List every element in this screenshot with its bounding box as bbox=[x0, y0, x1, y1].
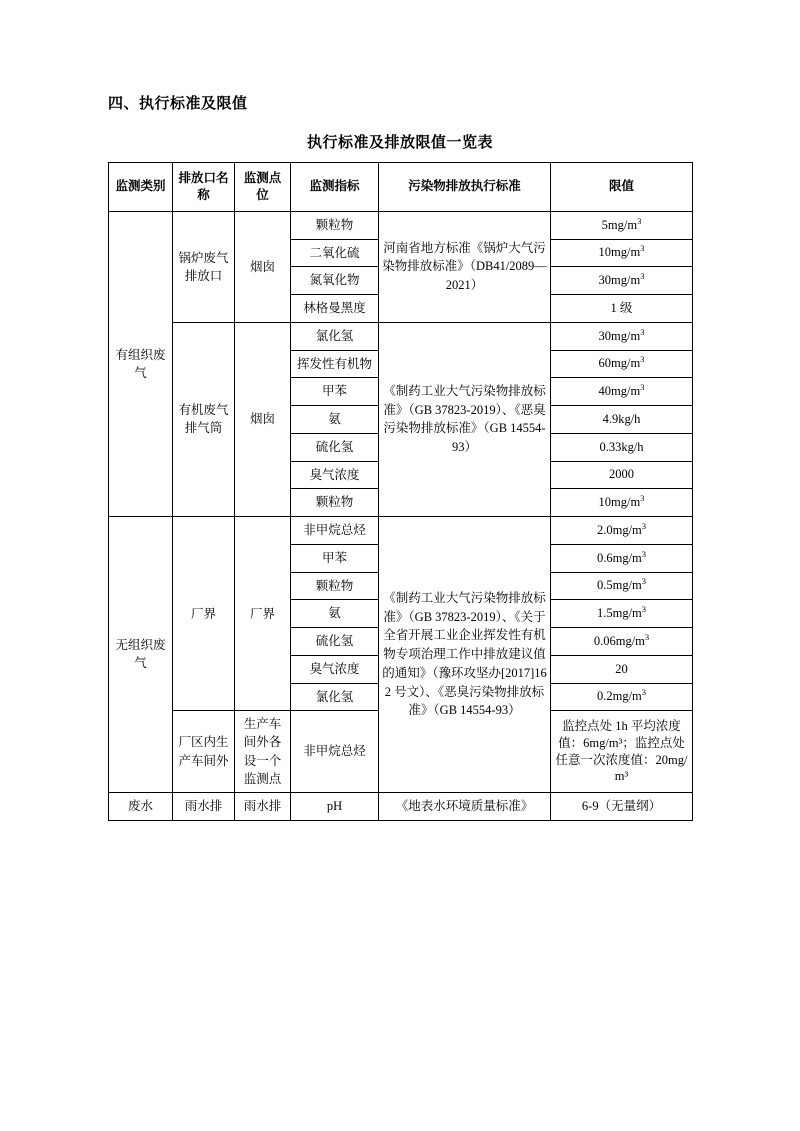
cell-limit: 4.9kg/h bbox=[551, 406, 693, 434]
cell-monitor-category: 废水 bbox=[109, 792, 173, 820]
cell-monitor-index: 甲苯 bbox=[291, 544, 379, 572]
header-monitor-index: 监测指标 bbox=[291, 163, 379, 212]
cell-pollutant-standard: 《制药工业大气污染物排放标准》（GB 37823-2019）、《关于全省开展工业企业挥发性有机物专项治理工作中排放建议值的通知》（豫环攻坚办[2017]162 号文）、《恶臭污染物排放标准》（GB 14554-93） bbox=[379, 517, 551, 793]
cell-outlet-name: 有机废气排气筒 bbox=[173, 322, 235, 516]
cell-pollutant-standard: 《制药工业大气污染物排放标准》（GB 37823-2019）、《恶臭污染物排放标准》（GB 14554-93） bbox=[379, 322, 551, 516]
table-header-row bbox=[109, 163, 693, 212]
cell-limit: $10mg/m^3$ bbox=[551, 239, 693, 267]
cell-limit: $0.6mg/m^3$ bbox=[551, 544, 693, 572]
cell-monitor-index: 非甲烷总烃 bbox=[291, 711, 379, 793]
cell-outlet-name: 雨水排 bbox=[173, 792, 235, 820]
cell-monitor-point: 烟囱 bbox=[235, 211, 291, 322]
cell-monitor-point: 生产车间外各设一个监测点 bbox=[235, 711, 291, 793]
cell-monitor-index: 颗粒物 bbox=[291, 572, 379, 600]
cell-limit: $60mg/m^3$ bbox=[551, 350, 693, 378]
header-monitor-category: 监测类别 bbox=[109, 163, 173, 212]
cell-pollutant-standard: 河南省地方标准《锅炉大气污染物排放标准》（DB41/2089—2021） bbox=[379, 211, 551, 322]
cell-limit: 监控点处 1h 平均浓度值：6mg/m³；监控点处任意一次浓度值：20mg/m³ bbox=[551, 711, 693, 793]
header-outlet-name: 排放口名称 bbox=[173, 163, 235, 212]
cell-monitor-point: 烟囱 bbox=[235, 322, 291, 516]
cell-monitor-index: 氯化氢 bbox=[291, 322, 379, 350]
table-row bbox=[109, 517, 693, 545]
cell-monitor-index: pH bbox=[291, 792, 379, 820]
cell-monitor-index: 甲苯 bbox=[291, 378, 379, 406]
cell-limit: $30mg/m^3$ bbox=[551, 267, 693, 295]
cell-outlet-name: 厂区内生产车间外 bbox=[173, 711, 235, 793]
table-row bbox=[109, 792, 693, 820]
cell-monitor-point: 雨水排 bbox=[235, 792, 291, 820]
cell-monitor-point: 厂界 bbox=[235, 517, 291, 711]
cell-outlet-name: 厂界 bbox=[173, 517, 235, 711]
cell-limit: 6-9（无量纲） bbox=[551, 792, 693, 820]
header-monitor-point: 监测点位 bbox=[235, 163, 291, 212]
cell-limit: 0.33kg/h bbox=[551, 433, 693, 461]
cell-limit: $1.5mg/m^3$ bbox=[551, 600, 693, 628]
cell-limit: $0.5mg/m^3$ bbox=[551, 572, 693, 600]
cell-monitor-index: 颗粒物 bbox=[291, 211, 379, 239]
cell-limit: $10mg/m^3$ bbox=[551, 489, 693, 517]
emission-standards-table bbox=[108, 162, 693, 821]
cell-monitor-index: 颗粒物 bbox=[291, 489, 379, 517]
cell-monitor-index: 挥发性有机物 bbox=[291, 350, 379, 378]
cell-monitor-category: 有组织废气 bbox=[109, 211, 173, 516]
cell-limit: $0.2mg/m^3$ bbox=[551, 683, 693, 711]
cell-limit: $40mg/m^3$ bbox=[551, 378, 693, 406]
cell-monitor-index: 氨 bbox=[291, 406, 379, 434]
cell-limit: $0.06mg/m^3$ bbox=[551, 628, 693, 656]
header-limit: 限值 bbox=[551, 163, 693, 212]
cell-monitor-index: 氮氧化物 bbox=[291, 267, 379, 295]
cell-limit: 2000 bbox=[551, 461, 693, 489]
cell-monitor-category: 无组织废气 bbox=[109, 517, 173, 793]
cell-monitor-index: 氯化氢 bbox=[291, 683, 379, 711]
table-row bbox=[109, 211, 693, 239]
cell-monitor-index: 非甲烷总烃 bbox=[291, 517, 379, 545]
cell-limit: $30mg/m^3$ bbox=[551, 322, 693, 350]
table-body bbox=[109, 211, 693, 820]
cell-monitor-index: 硫化氢 bbox=[291, 628, 379, 656]
cell-limit: $5mg/m^3$ bbox=[551, 211, 693, 239]
table-title: 执行标准及排放限值一览表 bbox=[306, 134, 493, 151]
cell-monitor-index: 氨 bbox=[291, 600, 379, 628]
cell-limit: 20 bbox=[551, 655, 693, 683]
cell-pollutant-standard: 《地表水环境质量标准》 bbox=[379, 792, 551, 820]
cell-monitor-index: 硫化氢 bbox=[291, 433, 379, 461]
cell-limit: $2.0mg/m^3$ bbox=[551, 517, 693, 545]
cell-outlet-name: 锅炉废气排放口 bbox=[173, 211, 235, 322]
cell-monitor-index: 臭气浓度 bbox=[291, 461, 379, 489]
cell-limit: 1 级 bbox=[551, 295, 693, 323]
cell-monitor-index: 林格曼黑度 bbox=[291, 295, 379, 323]
cell-monitor-index: 臭气浓度 bbox=[291, 655, 379, 683]
cell-monitor-index: 二氧化硫 bbox=[291, 239, 379, 267]
section-heading: 四、执行标准及限值 bbox=[108, 95, 248, 112]
header-pollutant-standard: 污染物排放执行标准 bbox=[379, 163, 551, 212]
table-row bbox=[109, 322, 693, 350]
